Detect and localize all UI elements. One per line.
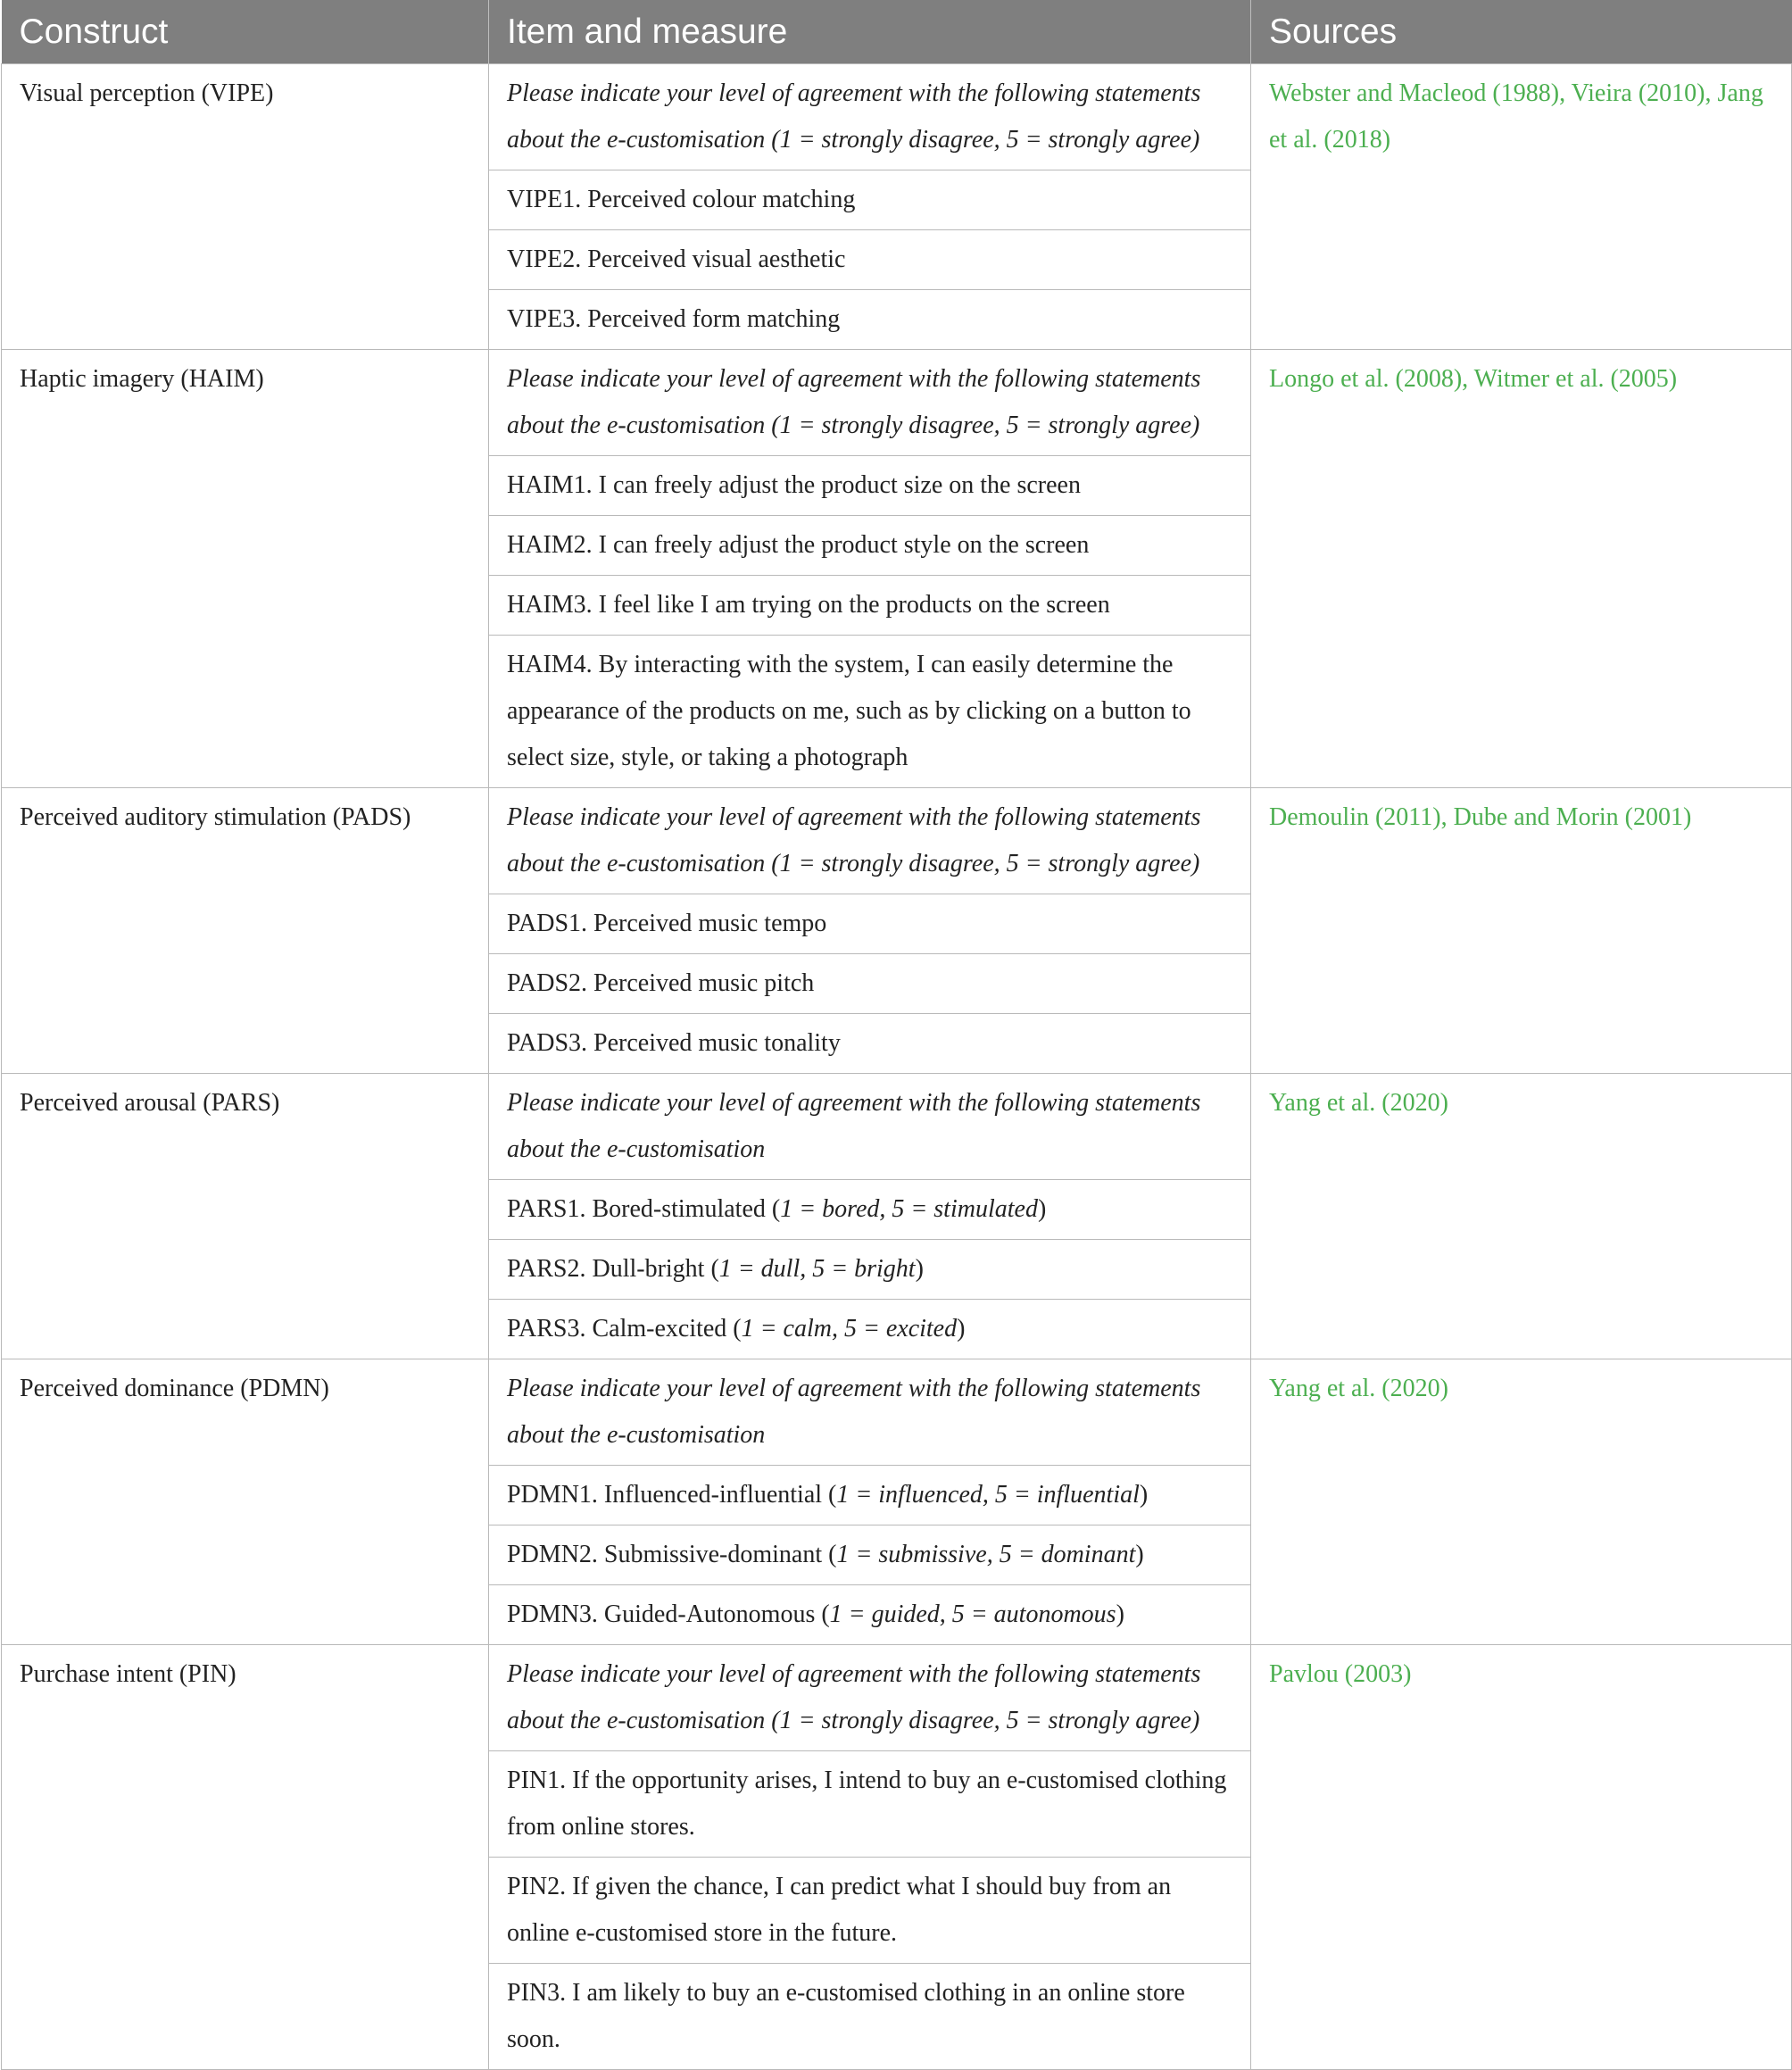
item-text: ) — [1037, 1195, 1047, 1223]
item-text: PADS3. Perceived music tonality — [507, 1029, 841, 1057]
item-cell — [489, 1074, 1251, 1180]
item-text-italic: Please indicate your level of agreement with the following statements about the e-customisation (1 = strongly disagree, 5 = strongly agree) — [507, 365, 1201, 439]
item-text: ) — [957, 1315, 966, 1343]
item-text-italic: 1 = bored, 5 = stimulated — [780, 1195, 1038, 1223]
item-cell — [489, 1645, 1251, 1751]
construct-cell: Perceived arousal (PARS) — [2, 1074, 489, 1359]
item-cell — [489, 1585, 1251, 1645]
table-row — [2, 350, 1792, 456]
item-cell — [489, 1751, 1251, 1858]
item-text: ) — [1139, 1481, 1149, 1509]
construct-cell: Perceived auditory stimulation (PADS) — [2, 788, 489, 1074]
table-row — [2, 788, 1792, 894]
item-text: HAIM2. I can freely adjust the product style on the screen — [507, 531, 1090, 559]
construct-cell: Visual perception (VIPE) — [2, 64, 489, 350]
item-cell — [489, 1858, 1251, 1964]
item-text-italic: Please indicate your level of agreement with the following statements about the e-customisation (1 = strongly disagree, 5 = strongly agree) — [507, 79, 1201, 154]
item-text: PIN2. If given the chance, I can predict what I should buy from an online e-customised store in the future. — [507, 1873, 1172, 1947]
measures-table — [1, 0, 1792, 2070]
item-text-italic: 1 = dull, 5 = bright — [718, 1255, 916, 1283]
table-row — [2, 1359, 1792, 1466]
item-cell — [489, 456, 1251, 516]
item-cell — [489, 1359, 1251, 1466]
item-cell — [489, 788, 1251, 894]
item-text: PARS3. Calm-excited ( — [507, 1315, 742, 1343]
source-link[interactable]: Demoulin (2011), Dube and Morin (2001) — [1251, 788, 1792, 1074]
item-text: PIN3. I am likely to buy an e-customised clothing in an online store soon. — [507, 1979, 1185, 2053]
item-text: HAIM4. By interacting with the system, I can easily determine the appearance of the products on me, such as by clicking on a button to select size, style, or taking a photograph — [507, 651, 1191, 771]
item-text: PDMN2. Submissive-dominant ( — [507, 1541, 837, 1568]
item-cell — [489, 350, 1251, 456]
item-text: PDMN1. Influenced-influential ( — [507, 1481, 837, 1509]
table-row — [2, 1645, 1792, 1751]
source-link[interactable]: Yang et al. (2020) — [1251, 1074, 1792, 1359]
item-text: PIN1. If the opportunity arises, I intend to buy an e-customised clothing from online stores. — [507, 1767, 1227, 1841]
table-row — [2, 1074, 1792, 1180]
source-link[interactable]: Webster and Macleod (1988), Vieira (2010), Jang et al. (2018) — [1251, 64, 1792, 350]
item-text: PADS2. Perceived music pitch — [507, 969, 815, 997]
source-link[interactable]: Pavlou (2003) — [1251, 1645, 1792, 2070]
construct-cell: Purchase intent (PIN) — [2, 1645, 489, 2070]
item-text-italic: Please indicate your level of agreement with the following statements about the e-customisation (1 = strongly disagree, 5 = strongly agree) — [507, 1660, 1201, 1734]
item-cell — [489, 64, 1251, 170]
item-text-italic: Please indicate your level of agreement with the following statements about the e-customisation — [507, 1375, 1201, 1449]
item-text: PARS1. Bored-stimulated ( — [507, 1195, 781, 1223]
item-cell — [489, 516, 1251, 576]
table-body — [2, 64, 1792, 2070]
construct-cell: Haptic imagery (HAIM) — [2, 350, 489, 788]
source-link[interactable]: Longo et al. (2008), Witmer et al. (2005) — [1251, 350, 1792, 788]
item-text: ) — [1135, 1541, 1144, 1568]
source-link[interactable]: Yang et al. (2020) — [1251, 1359, 1792, 1645]
item-cell — [489, 894, 1251, 954]
item-cell — [489, 954, 1251, 1014]
item-text-italic: Please indicate your level of agreement with the following statements about the e-customisation (1 = strongly disagree, 5 = strongly agree) — [507, 803, 1201, 877]
item-text: VIPE2. Perceived visual aesthetic — [507, 245, 846, 273]
construct-cell: Perceived dominance (PDMN) — [2, 1359, 489, 1645]
item-cell — [489, 290, 1251, 350]
item-text: PADS1. Perceived music tempo — [507, 910, 827, 937]
item-text: VIPE3. Perceived form matching — [507, 305, 841, 333]
item-cell — [489, 1525, 1251, 1585]
item-text-italic: 1 = guided, 5 = autonomous — [829, 1600, 1116, 1628]
item-cell — [489, 1240, 1251, 1300]
header-sources: Sources — [1251, 0, 1792, 64]
item-cell — [489, 1300, 1251, 1359]
item-text-italic: 1 = submissive, 5 = dominant — [836, 1541, 1136, 1568]
item-text-italic: 1 = influenced, 5 = influential — [836, 1481, 1140, 1509]
header-row — [2, 0, 1792, 64]
item-cell — [489, 1466, 1251, 1525]
item-cell — [489, 1964, 1251, 2070]
item-text: VIPE1. Perceived colour matching — [507, 186, 856, 213]
item-text: ) — [1116, 1600, 1124, 1628]
table-header — [2, 0, 1792, 64]
item-cell — [489, 576, 1251, 636]
header-construct: Construct — [2, 0, 489, 64]
item-cell — [489, 170, 1251, 230]
item-text-italic: 1 = calm, 5 = excited — [741, 1315, 958, 1343]
item-text: ) — [915, 1255, 924, 1283]
item-cell — [489, 230, 1251, 290]
item-text-italic: Please indicate your level of agreement with the following statements about the e-customisation — [507, 1089, 1201, 1163]
table-row — [2, 64, 1792, 170]
item-cell — [489, 636, 1251, 788]
item-cell — [489, 1014, 1251, 1074]
item-cell — [489, 1180, 1251, 1240]
item-text: HAIM1. I can freely adjust the product size on the screen — [507, 471, 1081, 499]
header-item-and-measure: Item and measure — [489, 0, 1251, 64]
item-text: PARS2. Dull-bright ( — [507, 1255, 719, 1283]
item-text: PDMN3. Guided-Autonomous ( — [507, 1600, 830, 1628]
item-text: HAIM3. I feel like I am trying on the products on the screen — [507, 591, 1110, 619]
